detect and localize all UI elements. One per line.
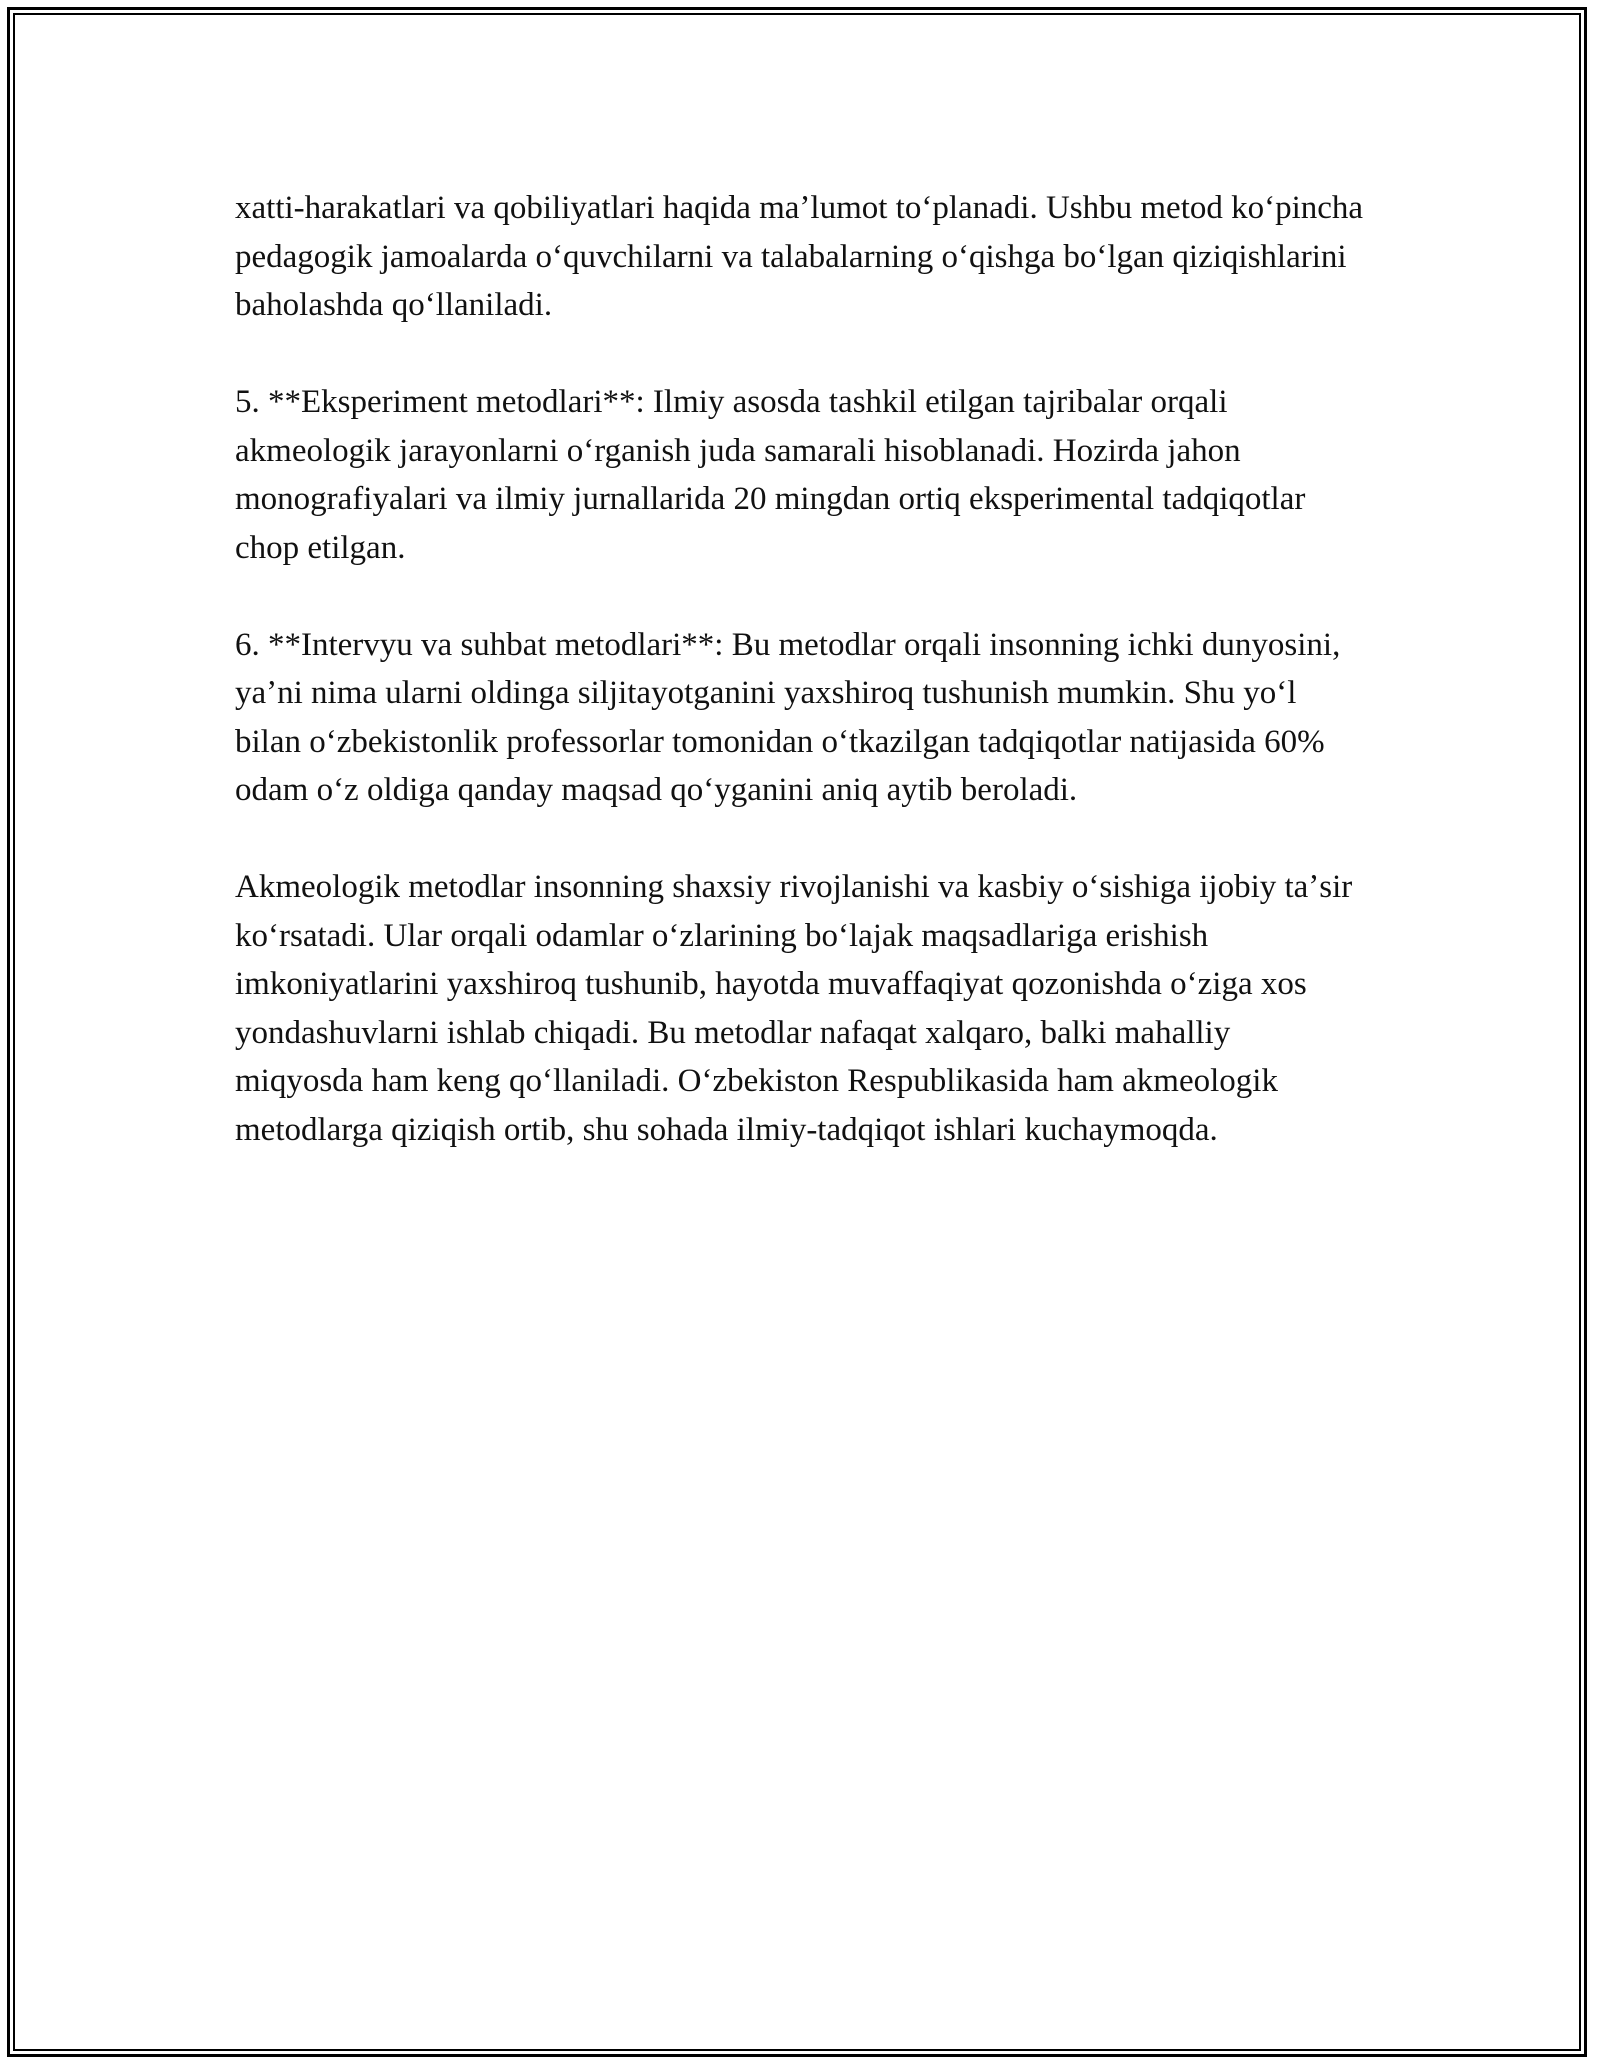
document-body	[235, 184, 1365, 1203]
paragraph-conclusion: Akmeologik metodlar insonning shaxsiy rivojlanishi va kasbiy oʻsishiga ijobiy taʼsir koʻrsatadi. Ular orqali odamlar oʻzlarining boʻlajak maqsadlariga erishish imkoniyatlarini yaxshiroq tushunib, hayotda muvaffaqiyat qozonishda oʻziga xos yondashuvlarni ishlab chiqadi. Bu metodlar nafaqat xalqaro, balki mahalliy miqyosda ham keng qoʻllaniladi. Oʻzbekiston Respublikasida ham akmeologik metodlarga qiziqish ortib, shu sohada ilmiy-tadqiqot ishlari kuchaymoqda.	[235, 869, 1353, 1148]
paragraph-experiment-methods: 5. **Eksperiment metodlari**: Ilmiy asosda tashkil etilgan tajribalar orqali akmeologik jarayonlarni oʻrganish juda samarali hisoblanadi. Hozirda jahon monografiyalari va ilmiy jurnallarida 20 mingdan ortiq eksperimental tadqiqotlar chop etilgan.	[235, 384, 1306, 566]
paragraph-observation-continued: xatti-harakatlari va qobiliyatlari haqida maʼlumot toʻplanadi. Ushbu metod koʻpincha pedagogik jamoalarda oʻquvchilarni va talabalarning oʻqishga boʻlgan qiziqishlarini baholashda qoʻllaniladi.	[235, 190, 1364, 323]
paragraph-interview-methods: 6. **Intervyu va suhbat metodlari**: Bu metodlar orqali insonning ichki dunyosini, yaʼni nima ularni oldinga siljitayotganini yaxshiroq tushunish mumkin. Shu yoʻl bilan oʻzbekistonlik professorlar tomonidan oʻtkazilgan tadqiqotlar natijasida 60% odam oʻz oldiga qanday maqsad qoʻyganini aniq aytib beroladi.	[235, 626, 1341, 808]
